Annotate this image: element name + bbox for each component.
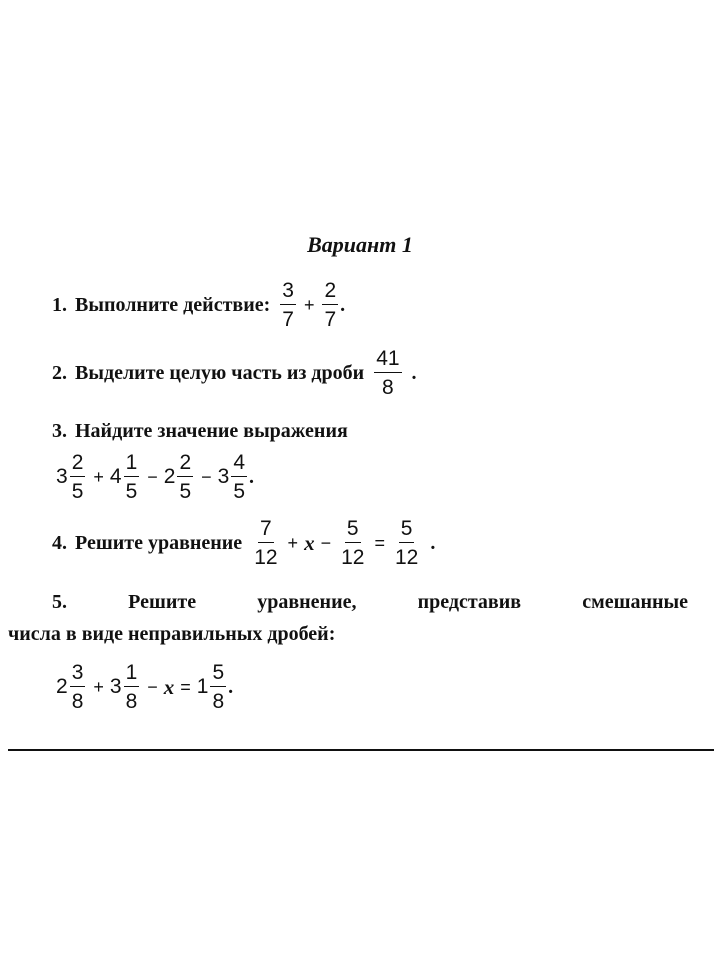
task-1-end: . (340, 293, 346, 316)
mixed-fraction: $\frac{1}{5}$ (125, 451, 138, 503)
equals-sign: = (180, 676, 191, 697)
task-3-number: 3. (52, 420, 67, 442)
mixed-fraction: $\frac{4}{5}$ (233, 451, 246, 503)
mixed-whole: 3 (56, 465, 68, 488)
operator: + (287, 532, 299, 553)
mixed-whole: 2 (163, 465, 176, 488)
task-4-fraction-a: $\frac{7}{12}$ (254, 517, 278, 569)
task-2-text: Выделите целую часть из дроби (75, 361, 365, 384)
mixed-fraction: $\frac{5}{8}$ (212, 661, 225, 713)
task-5-equation (56, 662, 233, 712)
horizontal-rule (8, 749, 714, 751)
task-1-number: 1. (52, 293, 67, 316)
operator: − (147, 676, 158, 697)
task-4 (52, 518, 435, 568)
task-1 (52, 280, 345, 330)
operator: − (201, 466, 212, 487)
operator: + (93, 466, 104, 487)
task-1-operator: + (303, 294, 315, 315)
task-2-end: . (411, 361, 417, 384)
variable-x: x (304, 530, 315, 555)
task-3 (52, 420, 348, 443)
mixed-fraction: $\frac{2}{5}$ (71, 451, 84, 503)
task-2 (52, 348, 417, 398)
mixed-whole: 3 (109, 675, 122, 698)
operator: − (320, 532, 332, 553)
task-3-expression (56, 452, 254, 502)
task-4-fraction-b: $\frac{5}{12}$ (341, 517, 365, 569)
mixed-whole: 2 (56, 675, 68, 698)
task-4-end: . (430, 531, 436, 554)
equals-sign: = (374, 532, 385, 553)
task-2-number: 2. (52, 361, 67, 384)
task-3-end: . (249, 465, 255, 488)
task-5-end: . (228, 675, 234, 698)
operator: + (93, 676, 104, 697)
task-5-text (8, 586, 688, 650)
mixed-fraction: $\frac{1}{8}$ (125, 661, 138, 713)
task-5-line-2: числа в виде неправильных дробей: (8, 623, 336, 645)
variant-title: Вариант 1 (307, 232, 413, 257)
mixed-fraction: $\frac{3}{8}$ (71, 661, 84, 713)
mixed-whole: 3 (217, 465, 230, 488)
task-4-number: 4. (52, 531, 67, 554)
task-1-text: Выполните действие: (75, 293, 271, 316)
task-4-fraction-c: $\frac{5}{12}$ (394, 517, 419, 569)
task-1-fraction-b: $\frac{2}{7}$ (324, 279, 337, 331)
mixed-whole: 1 (196, 675, 209, 698)
operator: − (147, 466, 158, 487)
task-2-fraction: $\frac{41}{8}$ (376, 347, 400, 399)
task-3-text: Найдите значение выражения (75, 420, 348, 442)
mixed-whole: 4 (109, 465, 122, 488)
task-5-line-1: 5. Решите уравнение, представив смешанные (52, 591, 688, 613)
task-4-text: Решите уравнение (75, 531, 243, 554)
mixed-fraction: $\frac{2}{5}$ (179, 451, 192, 503)
task-1-fraction-a: $\frac{3}{7}$ (282, 279, 294, 331)
variable-x: x (163, 674, 175, 699)
